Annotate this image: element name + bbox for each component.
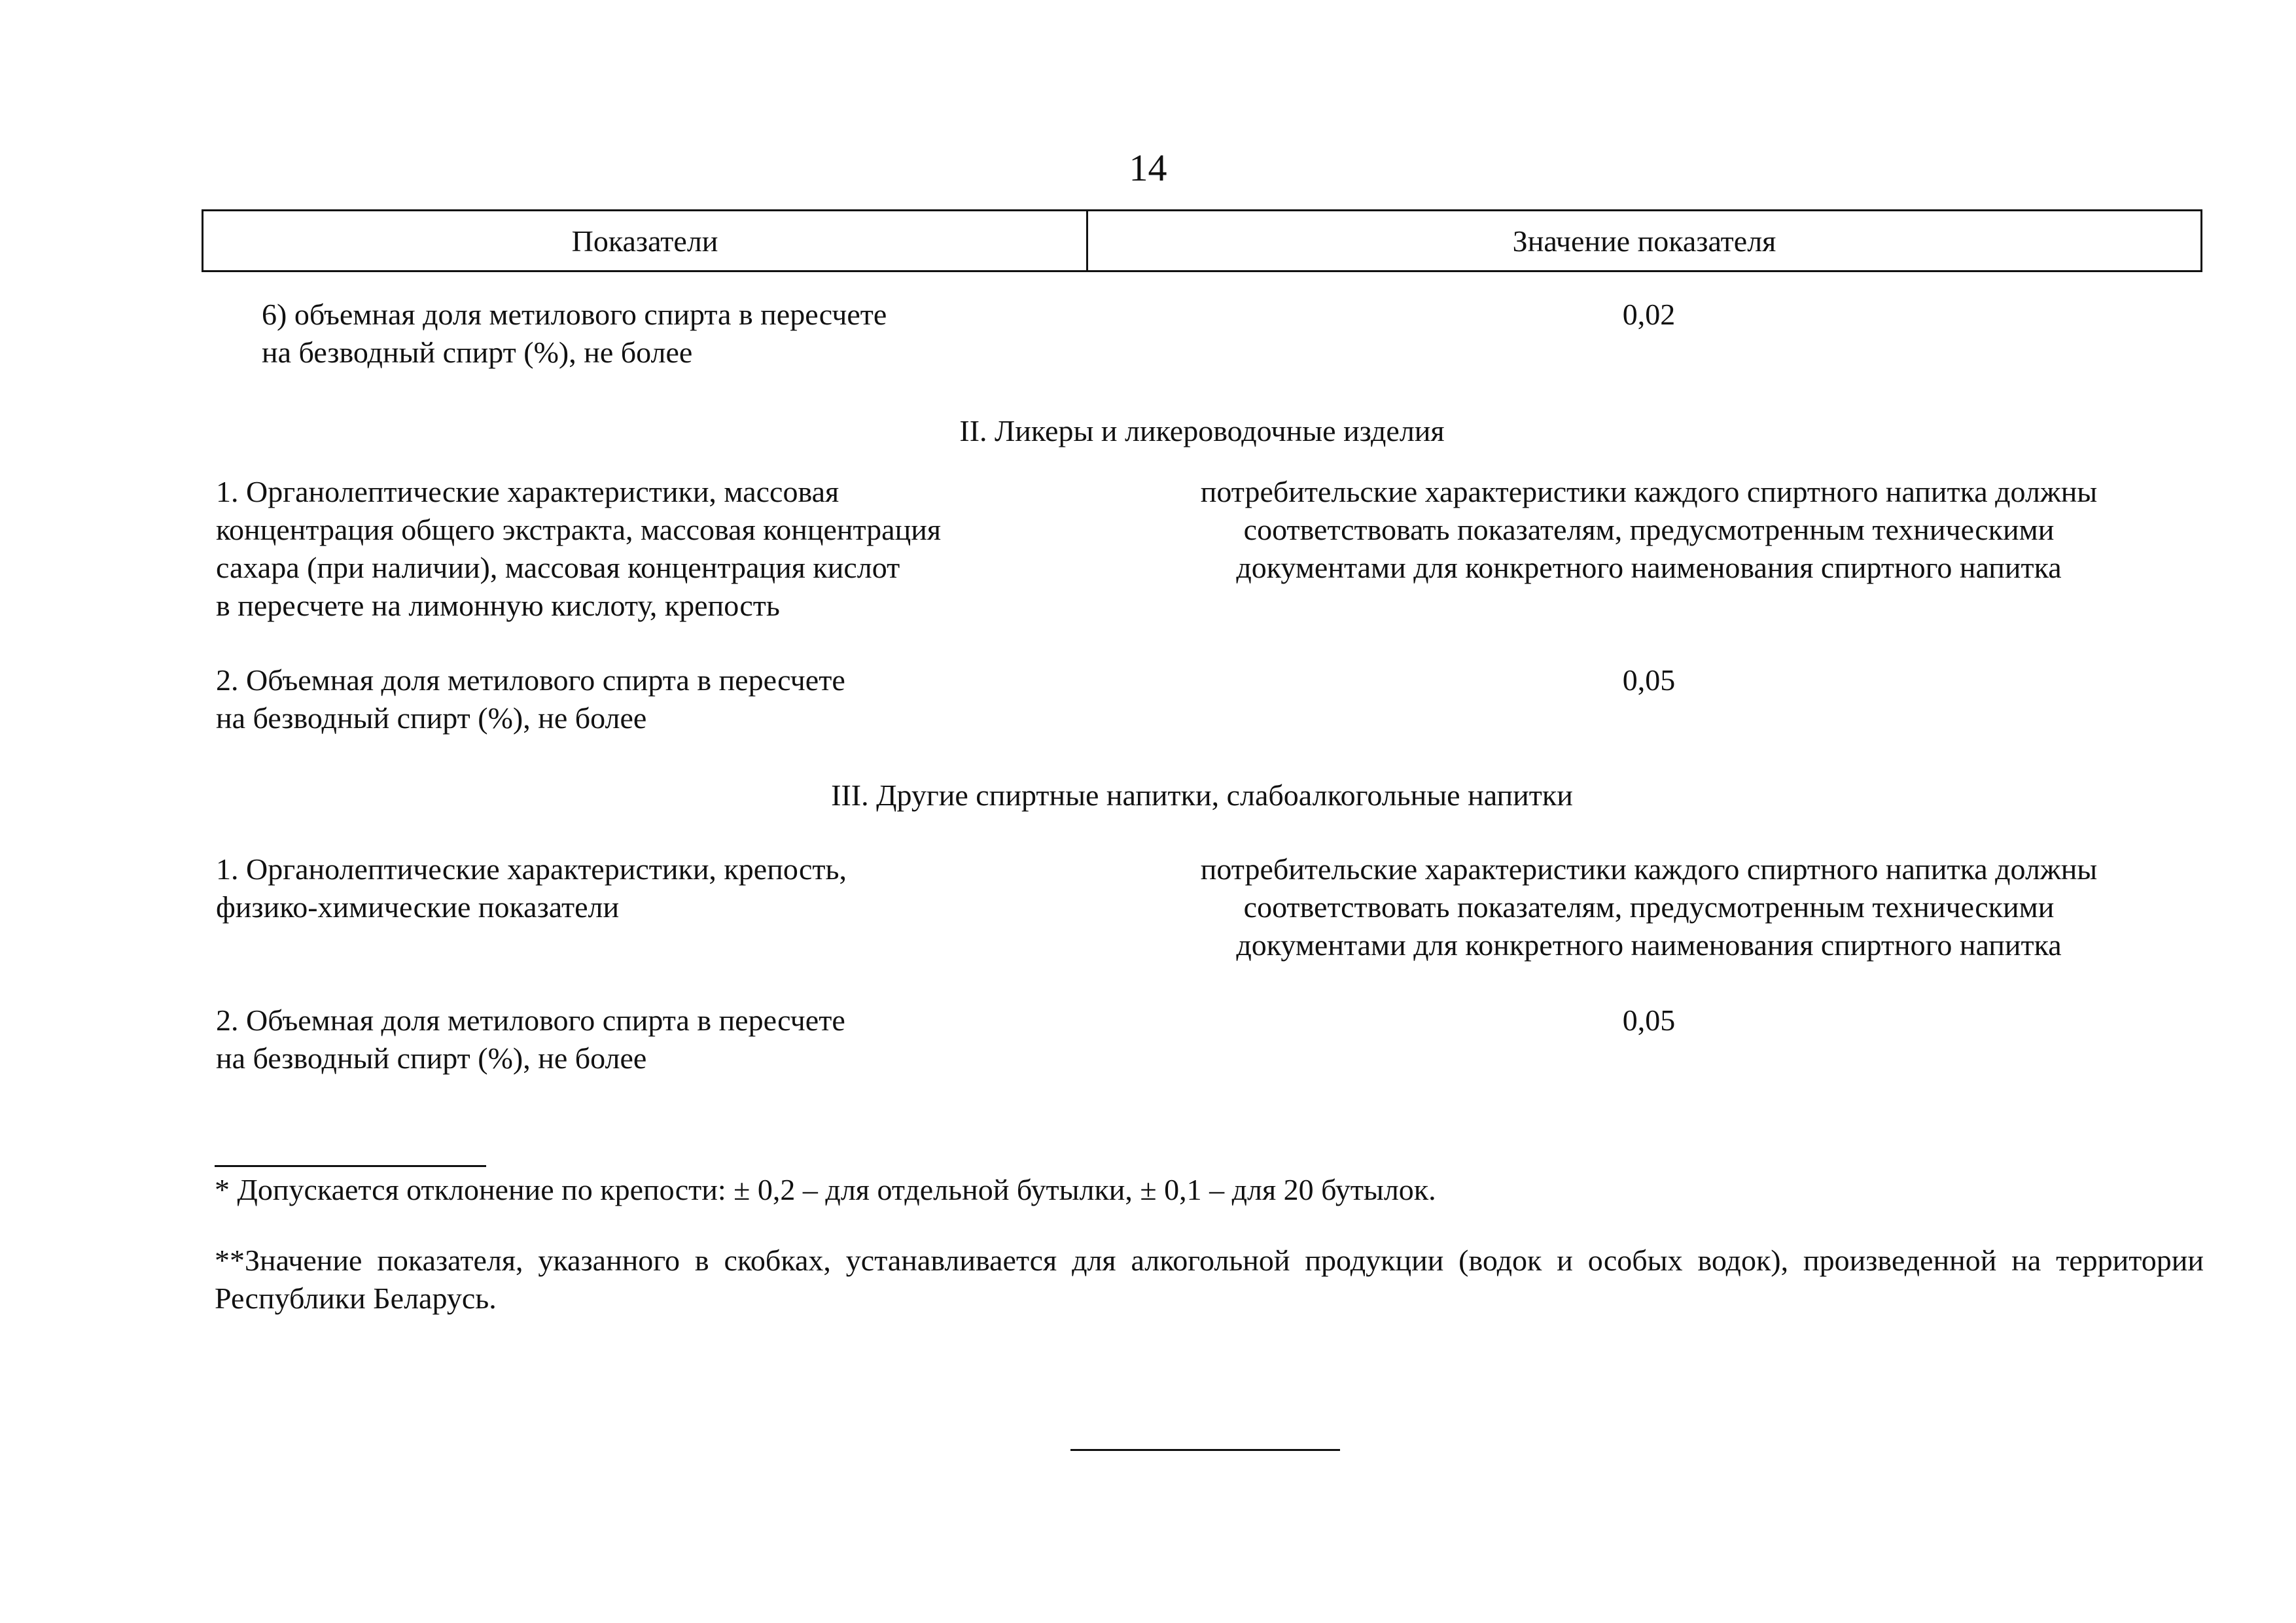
section2-item2-label: [216, 661, 1067, 737]
header-indicators: Показатели: [203, 211, 1088, 270]
text-line: потребительские характеристики каждого спиртного напитка должны: [1200, 475, 2098, 508]
text-line: в пересчете на лимонную кислоту, крепость: [216, 589, 780, 622]
text-line: 1. Органолептические характеристики, массовая: [216, 475, 839, 508]
text-line: потребительские характеристики каждого спиртного напитка должны: [1200, 852, 2098, 886]
text-line: 1. Органолептические характеристики, крепость,: [216, 852, 847, 886]
text-line: на безводный спирт (%), не более: [262, 336, 693, 369]
text-line: сахара (при наличии), массовая концентрация кислот: [216, 551, 900, 584]
text-line: 2. Объемная доля метилового спирта в пересчете: [216, 1003, 845, 1037]
text-line: на безводный спирт (%), не более: [216, 701, 647, 735]
section3-item2-label: [216, 1002, 1067, 1077]
text-line: документами для конкретного наименования спиртного напитка: [1236, 551, 2062, 584]
text-line: 2. Объемная доля метилового спирта в пересчете: [216, 663, 845, 697]
text-line: соответствовать показателям, предусмотренным техническими: [1243, 513, 2055, 546]
section2-item1-label: [216, 473, 1067, 625]
table-header: [202, 209, 2202, 272]
section2-item1-value: [1106, 473, 2192, 587]
section3-item2-value: 0,05: [1622, 1003, 1676, 1037]
section3-item1-label: [216, 850, 1067, 926]
row-methyl-alcohol-value: 0,02: [1622, 298, 1676, 331]
text-line: на безводный спирт (%), не более: [216, 1041, 647, 1075]
text-line: 6) объемная доля метилового спирта в пересчете: [262, 298, 887, 331]
text-line: концентрация общего экстракта, массовая концентрация: [216, 513, 941, 546]
footnote-divider: [215, 1165, 486, 1167]
section3-item1-value: [1106, 850, 2192, 964]
section-title-liqueurs: II. Ликеры и ликероводочные изделия: [959, 414, 1445, 447]
footnote-belarus-value: **Значение показателя, указанного в скобках, устанавливается для алкогольной продукции (водок и особых водок), произведенной на территории Республики Беларусь.: [215, 1244, 2204, 1315]
section2-item2-value: 0,05: [1622, 663, 1676, 697]
text-line: физико-химические показатели: [216, 890, 620, 924]
text-line: соответствовать показателям, предусмотренным техническими: [1243, 890, 2055, 924]
page-number: 14: [1129, 147, 1167, 189]
header-value: Значение показателя: [1512, 224, 1776, 258]
footnote-strength-tolerance: * Допускается отклонение по крепости: ± 0,2 – для отдельной бутылки, ± 0,1 – для 20 бутылок.: [215, 1173, 1436, 1206]
section-title-other-drinks: III. Другие спиртные напитки, слабоалкогольные напитки: [831, 778, 1573, 812]
text-line: документами для конкретного наименования спиртного напитка: [1236, 928, 2062, 962]
end-divider: [1070, 1449, 1340, 1451]
row-methyl-alcohol-label: [262, 296, 1112, 372]
